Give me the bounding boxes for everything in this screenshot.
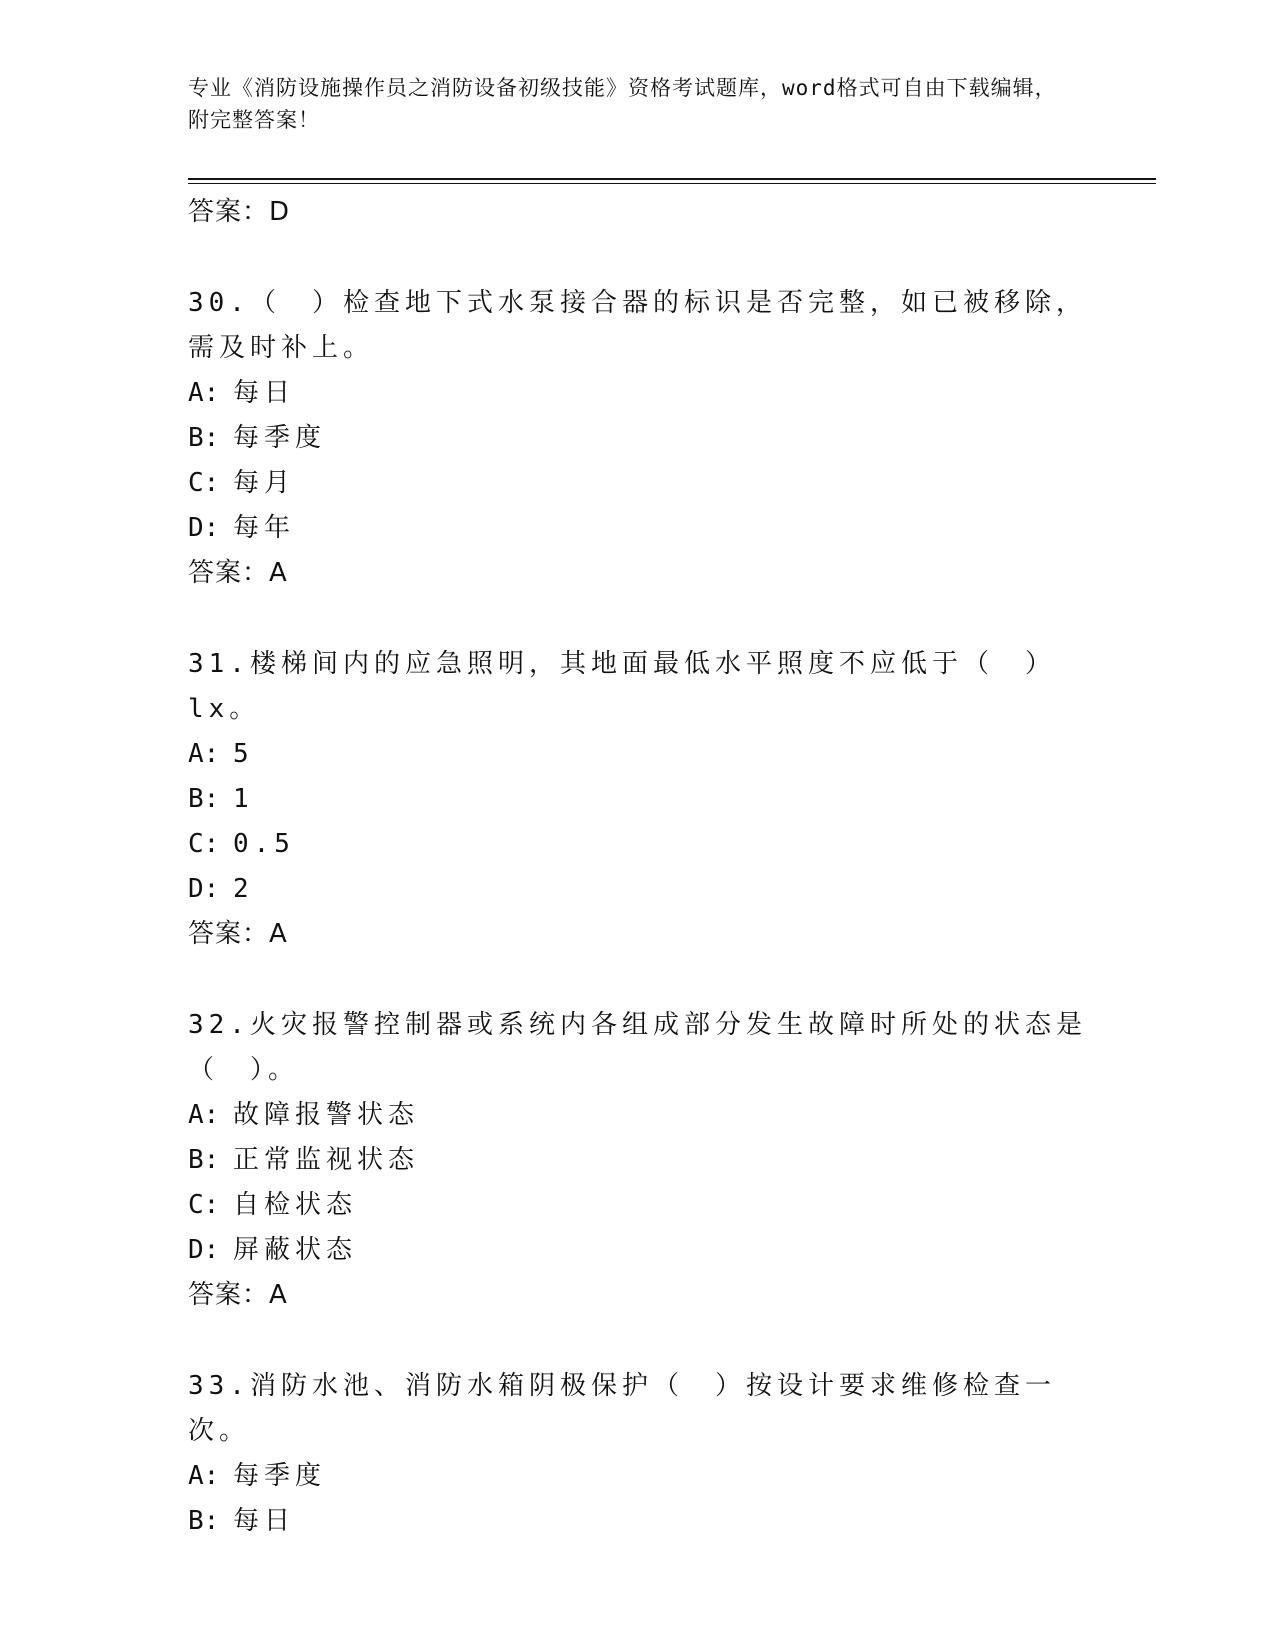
option-a: A: 故障报警状态 — [188, 1100, 420, 1130]
option-a: A: 每日 — [188, 378, 296, 408]
question-text: 32.火灾报警控制器或系统内各组成部分发生故障时所处的状态是（ ）。 — [188, 1010, 1087, 1085]
option-c: C: 每月 — [188, 468, 296, 498]
option-d: D: 屏蔽状态 — [188, 1235, 358, 1265]
option-a: A: 5 — [188, 739, 254, 769]
question-text: 33.消防水池、消防水箱阴极保护（ ）按设计要求维修检查一次。 — [188, 1371, 1056, 1446]
answer-text: 答案：A — [188, 1280, 288, 1310]
header-divider-thin — [188, 183, 1156, 184]
document-header — [188, 72, 1068, 136]
header-intro-text: 专业《消防设施操作员之消防设备初级技能》资格考试题库，word格式可自由下载编辑，附完整答案！ — [188, 76, 1057, 132]
option-b: B: 每日 — [188, 1506, 296, 1536]
option-c: C: 自检状态 — [188, 1190, 358, 1220]
header-divider — [188, 178, 1156, 180]
question-33 — [188, 1364, 1088, 1544]
option-d: D: 每年 — [188, 513, 296, 543]
option-c: C: 0.5 — [188, 829, 295, 859]
question-list — [188, 190, 1088, 1544]
previous-answer: 答案：D — [188, 197, 291, 227]
question-text: 30.（ ）检查地下式水泵接合器的标识是否完整，如已被移除，需及时补上。 — [188, 288, 1087, 363]
question-32 — [188, 1003, 1088, 1317]
option-b: B: 1 — [188, 784, 254, 814]
option-b: B: 每季度 — [188, 423, 327, 453]
answer-text: 答案：A — [188, 558, 288, 588]
question-30 — [188, 281, 1088, 595]
question-text: 31.楼梯间内的应急照明，其地面最低水平照度不应低于（ ）lx。 — [188, 649, 1056, 724]
option-d: D: 2 — [188, 874, 254, 904]
option-b: B: 正常监视状态 — [188, 1145, 420, 1175]
option-a: A: 每季度 — [188, 1461, 327, 1491]
answer-text: 答案：A — [188, 919, 288, 949]
question-31 — [188, 642, 1088, 956]
